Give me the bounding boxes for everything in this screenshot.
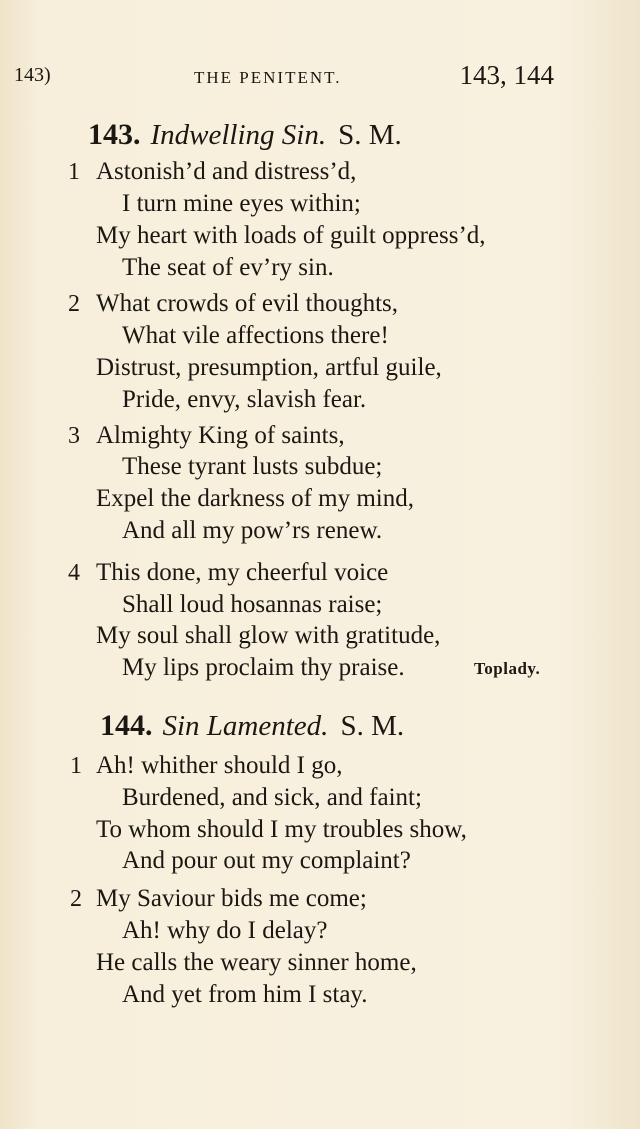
verse-line: The seat of ev’ry sin. <box>122 254 334 281</box>
verse-line: Ah! why do I delay? <box>122 917 328 944</box>
verse-line: Shall loud hosannas raise; <box>122 591 383 618</box>
verse-line: Expel the darkness of my mind, <box>96 485 414 512</box>
hymn-meter: S. M. <box>338 119 402 151</box>
verse-line: To whom should I my troubles show, <box>96 816 467 843</box>
stanza-number: 1 <box>70 753 82 779</box>
stanza-number: 3 <box>68 423 80 449</box>
verse-line: My heart with loads of guilt oppress’d, <box>96 222 486 249</box>
hymn-meter: S. M. <box>340 710 405 742</box>
stanza-number: 2 <box>68 291 80 317</box>
verse-line: Astonish’d and distress’d, <box>96 158 357 185</box>
verse-line: Burdened, and sick, and faint; <box>122 784 422 811</box>
running-head-hymn-numbers: 143, 144 <box>459 60 554 90</box>
stanza-number: 2 <box>70 886 82 912</box>
verse-line: What crowds of evil thoughts, <box>96 290 399 317</box>
verse-line: Ah! whither should I go, <box>96 752 343 779</box>
verse-line: He calls the weary sinner home, <box>96 949 417 976</box>
verse-line: What vile affections there! <box>122 322 389 349</box>
running-head <box>14 60 554 94</box>
running-head-title: THE PENITENT. <box>194 68 342 87</box>
verse-line: And pour out my complaint? <box>122 847 411 874</box>
running-head-left: 143) <box>14 64 51 86</box>
verse-line: And yet from him I stay. <box>122 981 368 1008</box>
verse-line: My Saviour bids me come; <box>96 885 367 912</box>
verse-line: Pride, envy, slavish fear. <box>122 386 367 413</box>
hymn-number: 144. <box>100 709 153 742</box>
verse-line: And all my pow’rs renew. <box>122 517 383 544</box>
hymn-author: Toplady. <box>474 659 541 678</box>
verse-line: These tyrant lusts subdue; <box>122 453 383 480</box>
hymn-title: Sin Lamented. <box>162 710 329 742</box>
verse-line: My soul shall glow with gratitude, <box>96 622 441 649</box>
verse-line: Almighty King of saints, <box>96 422 345 449</box>
stanza-number: 1 <box>68 159 80 185</box>
hymn-143-heading <box>88 118 402 152</box>
hymn-number: 143. <box>88 118 141 151</box>
verse-line: This done, my cheerful voice <box>96 559 389 586</box>
verse-line: I turn mine eyes within; <box>122 190 361 217</box>
hymn-title: Indwelling Sin. <box>150 119 327 151</box>
verse-line: My lips proclaim thy praise. <box>122 654 405 681</box>
hymn-144-heading <box>100 709 404 743</box>
verse-line: Distrust, presumption, artful guile, <box>96 354 442 381</box>
stanza-number: 4 <box>68 560 80 586</box>
